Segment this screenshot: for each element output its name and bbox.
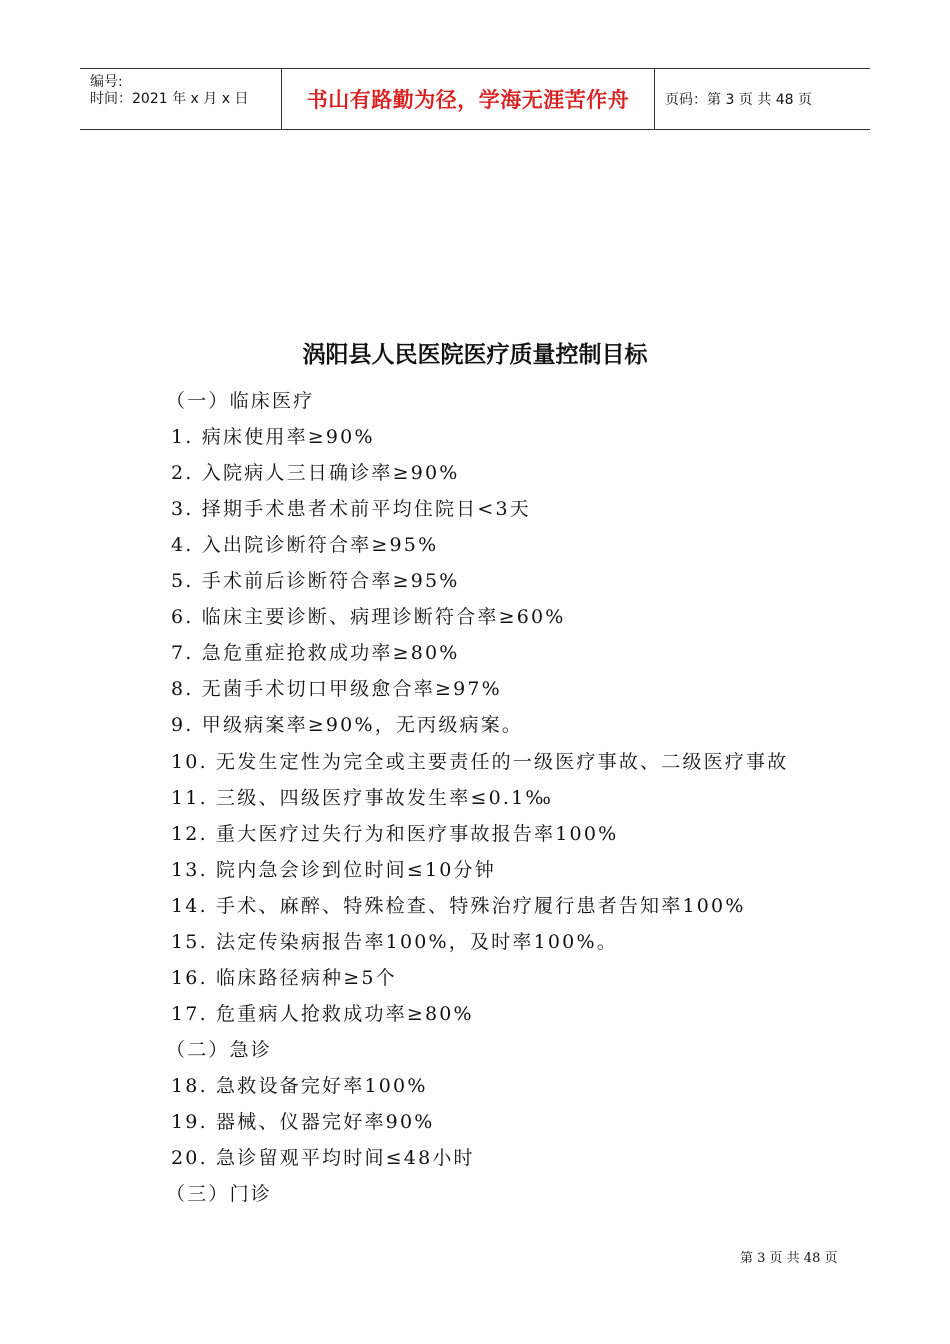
- section-heading: （三）门诊: [166, 1183, 273, 1206]
- list-item: 19. 器械、仪器完好率90%: [171, 1111, 435, 1133]
- list-item: 1. 病床使用率≥90%: [171, 426, 375, 449]
- list-item: 18. 急救设备完好率100%: [171, 1074, 428, 1097]
- page-header: [80, 68, 870, 130]
- header-page-code: 页码：第 3 页 共 48 页: [665, 92, 812, 108]
- list-item: 15. 法定传染病报告率100%，及时率100%。: [171, 930, 618, 953]
- list-item: 5. 手术前后诊断符合率≥95%: [171, 570, 460, 593]
- header-page-cell: [655, 69, 870, 129]
- list-item: 17. 危重病人抢救成功率≥80%: [171, 1002, 474, 1025]
- list-item: 20. 急诊留观平均时间≤48小时: [171, 1147, 475, 1170]
- document-title: 涡阳县人民医院医疗质量控制目标: [302, 342, 648, 368]
- header-motto: 书山有路勤为径，学海无涯苦作舟: [306, 88, 630, 112]
- page-footer: 第 3 页 共 48 页: [740, 1251, 838, 1266]
- section-heading: （一）临床医疗: [166, 390, 315, 412]
- list-item: 7. 急危重症抢救成功率≥80%: [171, 642, 460, 665]
- list-item: 4. 入出院诊断符合率≥95%: [171, 534, 439, 557]
- list-item: 13. 院内急会诊到位时间≤10分钟: [171, 858, 496, 881]
- list-item: 12. 重大医疗过失行为和医疗事故报告率100%: [171, 822, 619, 845]
- list-item: 10. 无发生定性为完全或主要责任的一级医疗事故、二级医疗事故: [171, 750, 789, 773]
- list-item: 9. 甲级病案率≥90%，无丙级病案。: [171, 714, 524, 737]
- header-meta-cell: [80, 69, 282, 129]
- list-item: 2. 入院病人三日确诊率≥90%: [171, 462, 460, 485]
- list-item: 11. 三级、四级医疗事故发生率≤0.1‰: [171, 786, 554, 809]
- list-item: 3. 择期手术患者术前平均住院日<3天: [171, 498, 531, 521]
- header-motto-cell: [282, 69, 655, 129]
- document-number-label: 编号:: [90, 74, 123, 90]
- section-heading: （二）急诊: [166, 1038, 273, 1061]
- list-item: 8. 无菌手术切口甲级愈合率≥97%: [171, 678, 502, 701]
- list-item: 14. 手术、麻醉、特殊检查、特殊治疗履行患者告知率100%: [171, 894, 746, 917]
- document-time-label: 时间：2021 年 x 月 x 日: [90, 91, 249, 107]
- list-item: 6. 临床主要诊断、病理诊断符合率≥60%: [171, 606, 566, 629]
- list-item: 16. 临床路径病种≥5个: [171, 966, 397, 989]
